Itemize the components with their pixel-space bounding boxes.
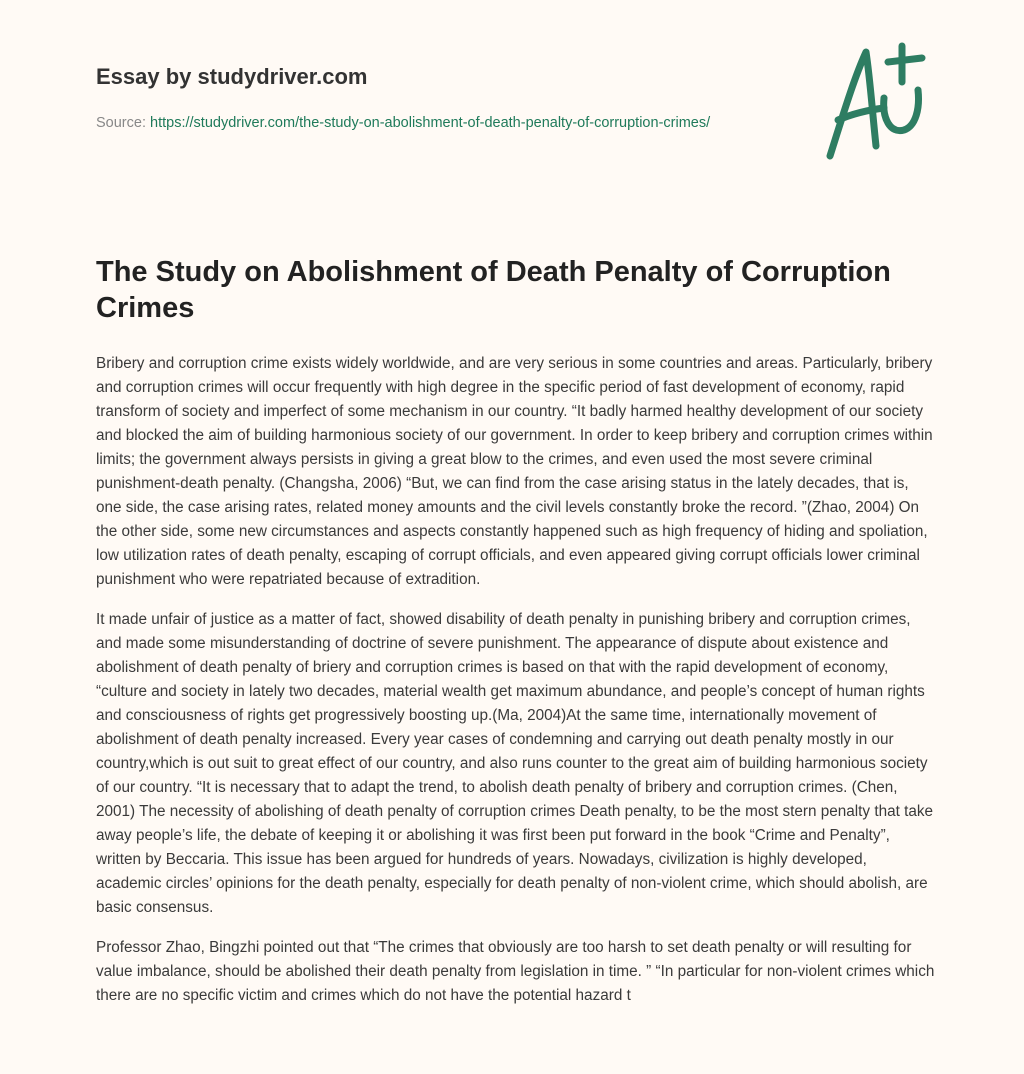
a-plus-logo-icon (820, 38, 930, 168)
essay-title: The Study on Abolishment of Death Penalty of Corruption Crimes (96, 256, 891, 324)
paragraph: It made unfair of justice as a matter of fact, showed disability of death penalty in punishing bribery and corruption crimes, and made some misunderstanding of doctrine of severe punishment. The appearance of dispute about existence and abolishment of death penalty of briery and corruption crimes is based on that with the rapid development of economy, “culture and society in lately two decades, material wealth get maximum abundance, and people’s concept of human rights and consciousness of rights get progressively boosting up.(Ma, 2004)At the same time, internationally movement of abolishment of death penalty increased. Every year cases of condemning and carrying out death penalty mostly in our country,which is out suit to great effect of our country, and also runs counter to the great aim of building harmonious society of our country. “It is necessary that to adapt the trend, to abolish death penalty of bribery and corruption crimes. (Chen, 2001) The necessity of abolishing of death penalty of corruption crimes Death penalty, to be the most stern penalty that take away people’s life, the debate of keeping it or abolishing it was first been put forward in the book “Crime and Penalty”, written by Beccaria. This issue has been argued for hundreds of years. Nowadays, civilization is highly developed, academic circles’ opinions for the death penalty, especially for death penalty of non-violent crime, which should abolish, are basic consensus. (96, 611, 934, 916)
paragraph: Bribery and corruption crime exists widely worldwide, and are very serious in some countries and areas. Particularly, bribery and corruption crimes will occur frequently with high degree in the specific period of fast development of economy, rapid transform of society and imperfect of some mechanism in our country. “It badly harmed healthy development of our society and blocked the aim of building harmonious society of our government. In order to keep bribery and corruption crimes within limits; the government always persists in giving a great blow to the crimes, and even used the most severe criminal punishment-death penalty. (Changsha, 2006) “But, we can find from the case arising status in the lately decades, that is, one side, the case arising rates, related money amounts and the civil levels constantly broke the record. ”(Zhao, 2004) On the other side, some new circumstances and aspects constantly happened such as high frequency of hiding and spoliation, low utilization rates of death penalty, escaping of corrupt officials, and even appeared giving corrupt officials lower criminal punishment who were repatriated because of extradition. (96, 355, 933, 588)
source-link[interactable]: https://studydriver.com/the-study-on-abolishment-of-death-penalty-of-corruption-crimes/ (150, 115, 711, 131)
page-header (0, 0, 1024, 200)
essay-body (96, 352, 936, 1024)
brand-title: Essay by studydriver.com (96, 64, 368, 89)
source-label: Source: (96, 115, 146, 131)
source-line (96, 112, 716, 134)
paragraph: Professor Zhao, Bingzhi pointed out that “The crimes that obviously are too harsh to set death penalty or will resulting for value imbalance, should be abolished their death penalty from legislation in time. ” “In particular for non-violent crimes which there are no specific victim and crimes which do not have the potential hazard t (96, 939, 935, 1004)
